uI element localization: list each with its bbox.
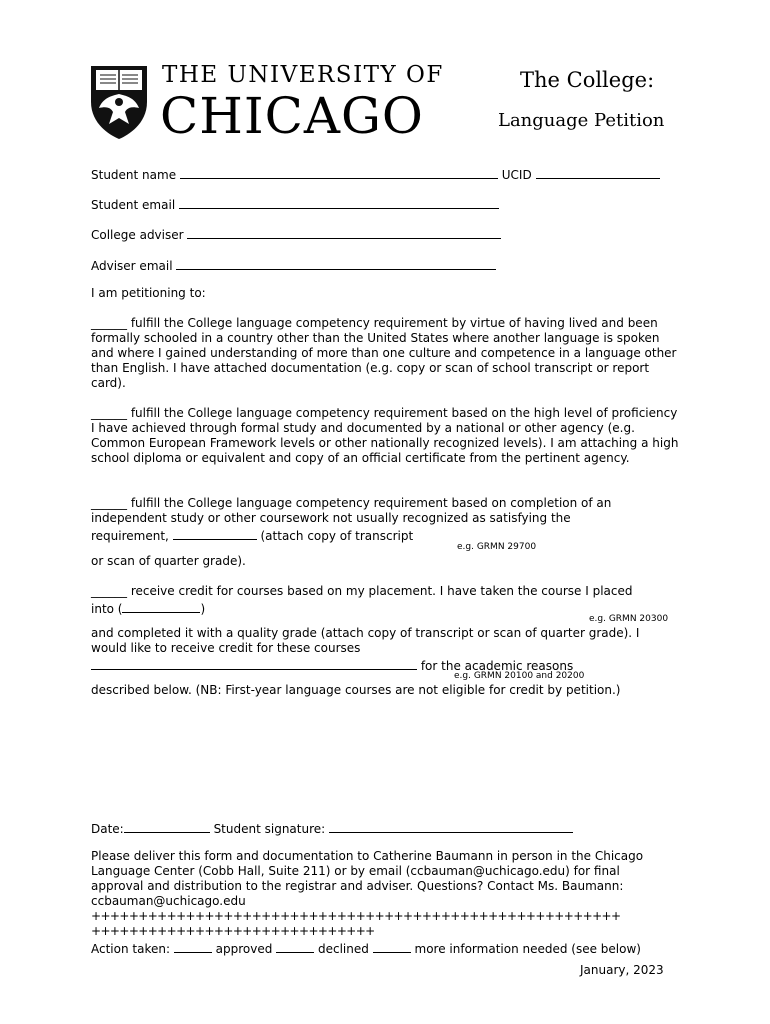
more-info-blank[interactable] [373,939,411,953]
option-4-hint-2: e.g. GRMN 20100 and 20200 [454,671,585,681]
ucid-label: UCID [501,168,532,182]
approved-blank[interactable] [174,939,212,953]
course-field-3[interactable] [91,656,417,670]
option-3-line2: independent study or other coursework not usually recognized as satisfying the [91,511,571,525]
declined-blank[interactable] [276,939,314,953]
option-4-line4: would like to receive credit for these courses [91,641,361,655]
footer-date: January, 2023 [580,963,664,977]
college-adviser-row [91,225,501,242]
option-1 [91,316,681,391]
course-field-2[interactable] [122,599,200,613]
option-4-text-2a: into ( [91,602,123,616]
option-3-text-1: fulfill the College language competency requirement based on completion of an [127,496,612,510]
option-4-text-5: for the academic reasons [417,659,574,673]
delivery-email[interactable]: ccbauman@uchicago.edu [91,894,246,908]
option-3-line4: or scan of quarter grade). [91,554,246,568]
page-title: The College: [520,68,655,92]
option-1-blank[interactable]: ______ [91,316,127,330]
more-info-label: more information needed (see below) [410,942,641,956]
option-4-hint-1: e.g. GRMN 20300 [589,614,669,624]
student-name-label: Student name [91,168,177,182]
option-4-text-2b: ) [200,602,206,616]
university-name-line2: CHICAGO [160,87,424,145]
signature-field[interactable] [329,819,573,833]
adviser-email-label: Adviser email [91,259,173,273]
option-3-line1 [91,496,611,510]
option-4-line2 [91,599,205,616]
college-adviser-field[interactable] [187,225,501,239]
declined-label: declined [314,942,369,956]
signature-row [91,819,573,836]
action-row [91,939,641,956]
adviser-email-field[interactable] [176,256,496,270]
college-adviser-label: College adviser [91,228,184,242]
option-3-hint: e.g. GRMN 29700 [457,542,537,552]
option-4-line1 [91,584,632,598]
delivery-line3: approval and distribution to the registrar and adviser. Questions? Contact Ms. Baumann: [91,879,624,893]
option-2-text: fulfill the College language competency requirement based on the high level of proficiency I have achieved through formal study and documented by a national or other agency (e.g. Common European Framework levels or other nationally recognized levels). I am attaching a high school diploma or equivalent and copy of an official certificate from the pertinent agency. [91,406,679,465]
option-4-line6: described below. (NB: First-year language courses are not eligible for credit by petition.) [91,683,621,697]
shield-icon [89,64,149,140]
delivery-line1: Please deliver this form and documentation to Catherine Baumann in person in the Chicago [91,849,644,863]
student-name-field[interactable] [180,165,498,179]
course-field-1[interactable] [173,526,257,540]
approved-label: approved [211,942,273,956]
option-3-text-3a: requirement, [91,529,173,543]
option-2-blank[interactable]: ______ [91,406,127,420]
option-3-text-3b: (attach copy of transcript [256,529,414,543]
option-2 [91,406,681,466]
delivery-line2: Language Center (Cobb Hall, Suite 211) or by email (ccbauman@uchicago.edu) for final [91,864,620,878]
option-4-text-1: receive credit for courses based on my placement. I have taken the course I placed [127,584,633,598]
student-email-field[interactable] [179,195,499,209]
university-seal [89,64,149,140]
option-4-line3: and completed it with a quality grade (attach copy of transcript or scan of quarter grade). I [91,626,640,640]
option-1-text: fulfill the College language competency requirement by virtue of having lived and been formally schooled in a country other than the United States where another language is spoken and where I gained understanding of more than one culture and competence in a language other than English. I have attached documentation (e.g. copy or scan of school transcript or report card). [91,316,677,390]
date-field[interactable] [124,819,210,833]
student-email-label: Student email [91,198,176,212]
separator-line1: ++++++++++++++++++++++++++++++++++++++++++++++++++++++++ [91,909,621,923]
student-name-row [91,165,660,182]
option-3-blank[interactable]: ______ [91,496,127,510]
option-3-line3 [91,526,413,543]
adviser-email-row [91,256,496,273]
university-name-line1: THE UNIVERSITY OF [162,62,444,88]
date-label: Date: [91,822,124,836]
student-email-row [91,195,499,212]
intro-text: I am petitioning to: [91,286,206,300]
option-4-blank[interactable]: ______ [91,584,127,598]
ucid-field[interactable] [536,165,660,179]
signature-label: Student signature: [213,822,326,836]
action-label: Action taken: [91,942,171,956]
page-subtitle: Language Petition [498,110,665,131]
separator-line2: ++++++++++++++++++++++++++++++ [91,924,375,938]
